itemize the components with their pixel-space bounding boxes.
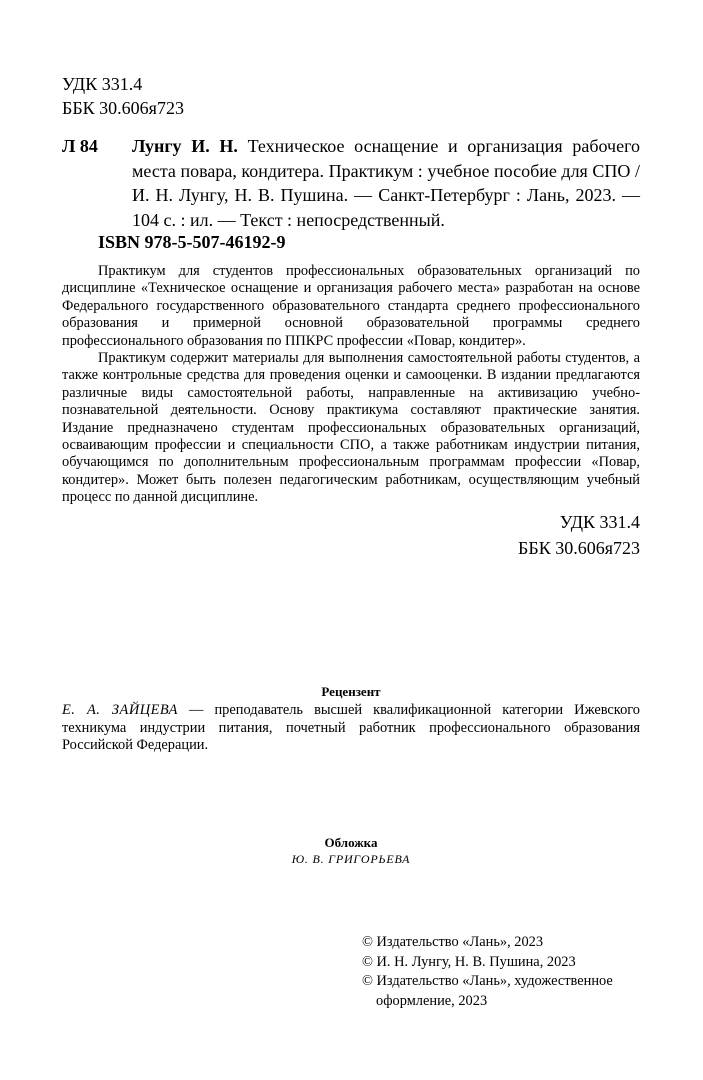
annotation-paragraph-2: Практикум содержит материалы для выполнения самостоятельной работы студентов, а также контрольные средства для проведения оценки и самооценки. В издании предлагаются различные виды самостоятельной работы, направленные на активизацию учебно-познавательной деятельности. Основу практикума составляют практические занятия. Издание предназначено студентам профессиональных образовательных организаций, осваивающим профессии и специальности СПО, а также работникам индустрии питания, обучающимся по дополнительным профессиональным программам профессии «Повар, кондитер». Может быть полезен педагогическим работникам, осуществляющим учебный процесс по данной дисциплине.: [62, 350, 640, 506]
bibliographic-description: Техническое оснащение и организация рабочего места повара, кондитера. Практикум : учебное пособие для СПО / И. Н. Лунгу, Н. В. Пушина. — Санкт-Петербург : Лань, 2023. — 104 с. : ил. — Текст : непосредственный.: [132, 136, 641, 230]
udk-header-block: [62, 72, 184, 120]
bbk-code: ББК 30.606я723: [62, 98, 184, 118]
copyright-line-2: © И. Н. Лунгу, Н. В. Пушина, 2023: [362, 953, 576, 970]
bbk-code-bottom: ББК 30.606я723: [518, 538, 640, 558]
cover-heading: Обложка: [324, 835, 378, 850]
annotation: [62, 263, 640, 507]
bibliographic-record: [132, 134, 640, 232]
udk-code: УДК 331.4: [62, 74, 143, 94]
copyright-line-3: © Издательство «Лань», художественное: [362, 973, 613, 989]
author-mark: Л 84: [62, 136, 98, 156]
reviewer-name: Е. А. ЗАЙЦЕВА: [62, 702, 178, 718]
reviewer-description: — преподаватель высшей квалификационной категории Ижевского техникума индустрии питания, почетный работник профессионального образования Российской Федерации.: [62, 702, 641, 754]
copyright-block: [362, 933, 613, 1011]
udk-code-bottom: УДК 331.4: [559, 512, 640, 532]
cover-designer-name: Ю. В. ГРИГОРЬЕВА: [291, 852, 411, 866]
copyright-line-4: оформление, 2023: [376, 992, 488, 1009]
isbn: ISBN 978-5-507-46192-9: [98, 232, 286, 252]
reviewer-text: [62, 702, 640, 755]
author-name: Лунгу И. Н.: [132, 136, 238, 156]
reviewer-heading: Рецензент: [321, 684, 381, 699]
copyright-line-1: © Издательство «Лань», 2023: [362, 934, 544, 950]
udk-footer-block: [518, 509, 640, 561]
annotation-paragraph-1: Практикум для студентов профессиональных образовательных организаций по дисциплине «Техническое оснащение и организация рабочего места» разработан на основе Федерального государственного образовательного стандарта среднего профессионального образования и примерной основной образовательной программы среднего профессионального образования по ППКРС профессии «Повар, кондитер».: [62, 263, 640, 349]
